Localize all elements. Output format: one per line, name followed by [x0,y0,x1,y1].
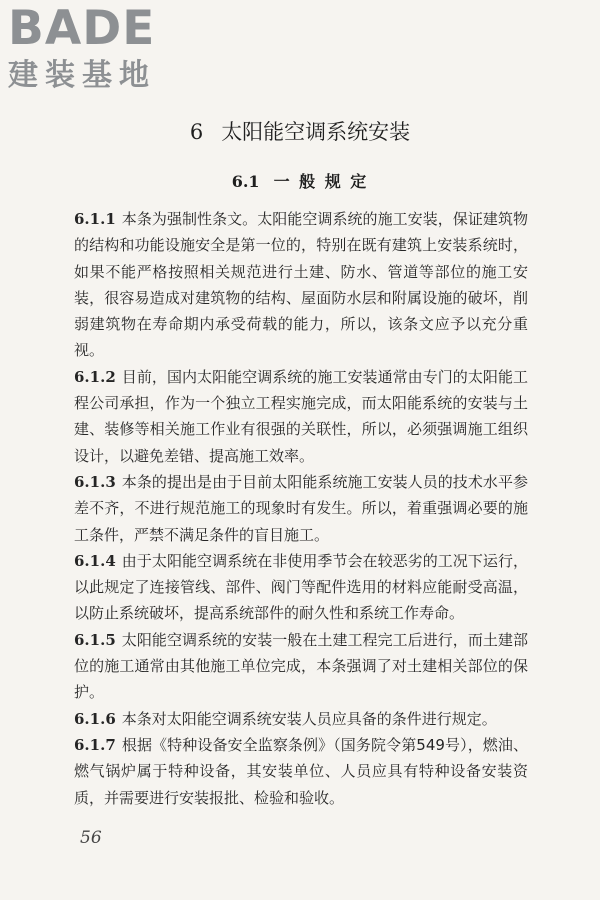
clause-6-1-7 [74,732,528,811]
page-number: 56 [80,828,102,848]
logo-subtitle: 建装基地 [8,58,156,93]
clause-6-1-6 [74,706,528,732]
clause-number: 6.1.4 [74,551,116,570]
clause-text: 目前，国内太阳能空调系统的施工安装通常由专门的太阳能工程公司承担，作为一个独立工程实施完成，而太阳能系统的安装与土建、装修等相关施工作业有很强的关联性，所以，必须强调施工组织设计，以避免差错、提高施工效率。 [74,367,528,465]
clause-number: 6.1.3 [74,472,116,491]
clause-text: 本条的提出是由于目前太阳能系统施工安装人员的技术水平参差不齐，不进行规范施工的现象时有发生。所以，着重强调必要的施工条件，严禁不满足条件的盲目施工。 [74,472,528,544]
clause-number: 6.1.5 [74,630,116,649]
clause-6-1-1 [74,206,528,364]
chapter-number: 6 [189,120,204,144]
document-body [74,206,528,811]
clause-number: 6.1.7 [74,735,116,754]
clause-6-1-2 [74,364,528,469]
clause-number: 6.1.1 [74,210,116,228]
chapter-title-text: 太阳能空调系统安装 [221,120,411,144]
clause-number: 6.1.6 [74,709,116,728]
logo-wordmark: BADE [8,1,156,56]
section-title [0,171,600,193]
chapter-title [0,118,600,146]
clause-6-1-4 [74,548,528,627]
clause-text: 本条对太阳能空调系统安装人员应具备的条件进行规定。 [121,709,497,728]
section-number: 6.1 [231,172,260,191]
clause-6-1-5 [74,627,528,706]
clause-number: 6.1.2 [74,367,116,386]
clause-text: 太阳能空调系统的安装一般在土建工程完工后进行，而土建部位的施工通常由其他施工单位完成，本条强调了对土建相关部位的保护。 [74,630,528,702]
clause-text: 由于太阳能空调系统在非使用季节会在较恶劣的工况下运行，以此规定了连接管线、部件、阀门等配件选用的材料应能耐受高温，以防止系统破坏，提高系统部件的耐久性和系统工作寿命。 [74,551,528,623]
section-title-text: 一 般 规 定 [273,172,369,191]
logo [8,1,178,94]
clause-text: 根据《特种设备安全监察条例》（国务院令第549号），燃油、燃气锅炉属于特种设备，其安装单位、人员应具有特种设备安装资质，并需要进行安装报批、检验和验收。 [74,735,528,807]
clause-text: 本条为强制性条文。太阳能空调系统的施工安装，保证建筑物的结构和功能设施安全是第一位的，特别在既有建筑上安装系统时，如果不能严格按照相关规范进行土建、防水、管道等部位的施工安装，很容易造成对建筑物的结构、屋面防水层和附属设施的破坏，削弱建筑物在寿命期内承受荷载的能力，所以，该条文应予以充分重视。 [74,210,528,360]
clause-6-1-3 [74,469,528,548]
